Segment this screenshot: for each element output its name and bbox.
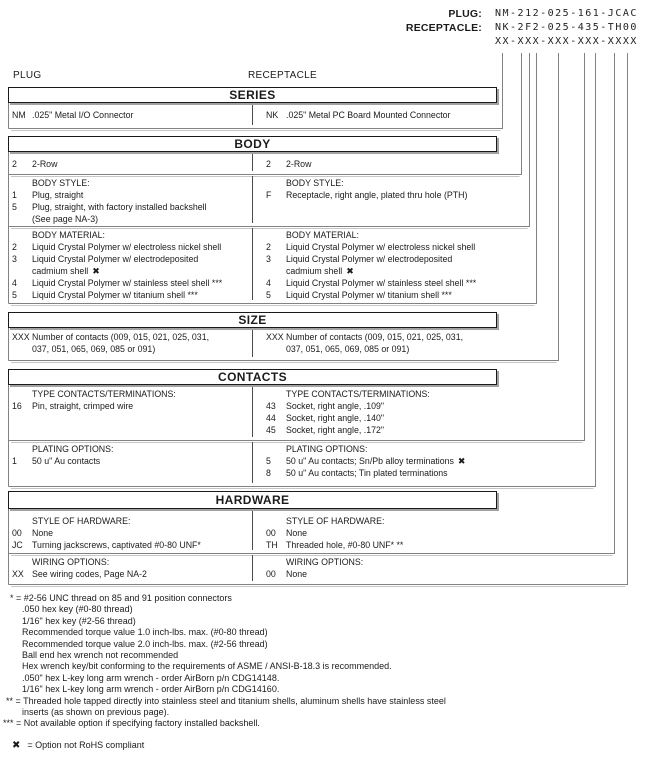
option-text: None xyxy=(286,528,308,538)
option-text: None xyxy=(32,528,54,538)
option-item xyxy=(266,265,497,277)
rohs-note-text: = Option not RoHS compliant xyxy=(27,740,145,750)
option-item xyxy=(266,253,497,265)
x-mark-icon: ✖ xyxy=(457,456,466,466)
receptacle-column xyxy=(252,152,497,174)
option-group-header: WIRING OPTIONS: xyxy=(32,557,110,567)
receptacle-column xyxy=(252,328,497,360)
option-item xyxy=(266,467,497,479)
receptacle-column xyxy=(252,440,497,486)
option-text: Liquid Crystal Polymer w/ titanium shell *** xyxy=(286,290,452,300)
option-item xyxy=(12,213,252,225)
section-header-hardware xyxy=(8,491,497,509)
option-item xyxy=(12,568,252,580)
option-row xyxy=(8,385,497,440)
option-group-header: TYPE CONTACTS/TERMINATIONS: xyxy=(32,389,176,399)
option-item xyxy=(266,289,497,301)
plug-column xyxy=(8,385,252,440)
option-code: 4 xyxy=(266,278,271,288)
option-item xyxy=(266,539,497,551)
footnote-line: inserts (as shown on previous page). xyxy=(22,707,170,718)
option-item xyxy=(266,455,497,467)
plug-column xyxy=(8,226,252,303)
footnote-line: ** = Threaded hole tapped directly into stainless steel and titanium shells, aluminum shells have stainless steel xyxy=(6,695,446,706)
option-item xyxy=(266,343,497,355)
option-item xyxy=(266,277,497,289)
section-title: SIZE xyxy=(238,313,267,327)
option-code xyxy=(266,265,286,277)
footnote-line: * = #2-56 UNC thread on 85 and 91 position connectors xyxy=(10,593,232,603)
x-mark-icon: ✖ xyxy=(12,740,21,751)
footnote-line: 1/16" hex L-key long arm wrench - order AirBorn p/n CDG14160. xyxy=(22,684,280,695)
plug-column xyxy=(8,440,252,486)
option-code: 5 xyxy=(12,202,17,212)
option-code xyxy=(266,343,286,355)
option-text: 2-Row xyxy=(32,159,58,169)
footnote-line: Recommended torque value 2.0 inch-lbs. max. (#2-56 thread) xyxy=(22,638,268,649)
receptacle-column-label: RECEPTACLE xyxy=(248,70,317,81)
option-code: 45 xyxy=(266,425,276,435)
option-text: Receptacle, right angle, plated thru hole (PTH) xyxy=(286,190,468,200)
option-code: 44 xyxy=(266,413,276,423)
column-divider-line xyxy=(252,555,253,581)
option-text: Liquid Crystal Polymer w/ stainless steel shell *** xyxy=(286,278,477,288)
option-text: Number of contacts (009, 015, 021, 025, 031, xyxy=(286,332,464,342)
option-text: .025" Metal I/O Connector xyxy=(32,110,134,120)
option-code: NK xyxy=(266,110,279,120)
option-text: Socket, right angle, .140" xyxy=(286,413,384,423)
option-code: F xyxy=(266,190,272,200)
section-header-series xyxy=(8,87,497,103)
option-code xyxy=(12,213,32,225)
section-header-contacts xyxy=(8,369,497,385)
option-code: XX xyxy=(12,569,24,579)
plug-column xyxy=(8,103,252,128)
column-divider-line xyxy=(252,442,253,483)
option-row xyxy=(8,174,497,226)
section-header-body xyxy=(8,136,497,152)
option-item xyxy=(12,265,252,277)
section-title: BODY xyxy=(234,137,271,151)
receptacle-column xyxy=(252,385,497,440)
option-text: .025" Metal PC Board Mounted Connector xyxy=(286,110,451,120)
option-item xyxy=(266,527,497,539)
option-group-header: WIRING OPTIONS: xyxy=(286,557,364,567)
option-group-header: STYLE OF HARDWARE: xyxy=(32,516,131,526)
option-text: Plug, straight, with factory installed backshell xyxy=(32,202,207,212)
option-item xyxy=(12,539,252,551)
receptacle-label: RECEPTACLE: xyxy=(405,22,482,34)
footnote-line: .050 hex key (#0-80 thread) xyxy=(22,604,133,615)
option-group-header: PLATING OPTIONS: xyxy=(32,444,114,454)
option-group-header: BODY MATERIAL: xyxy=(286,230,359,240)
plug-part-number: NM-212-025-161-JCAC xyxy=(495,8,638,19)
option-text: Socket, right angle, .109" xyxy=(286,401,384,411)
receptacle-column xyxy=(252,553,497,584)
option-item xyxy=(12,109,252,121)
receptacle-column xyxy=(252,103,497,128)
option-code: NM xyxy=(12,110,26,120)
column-divider-line xyxy=(252,330,253,357)
option-group-header: PLATING OPTIONS: xyxy=(286,444,368,454)
option-code: TH xyxy=(266,540,278,550)
option-text: Liquid Crystal Polymer w/ electrodeposited xyxy=(286,254,453,264)
x-mark-icon: ✖ xyxy=(92,266,100,276)
option-text: Liquid Crystal Polymer w/ titanium shell *** xyxy=(32,290,198,300)
option-item xyxy=(266,412,497,424)
option-item xyxy=(12,331,252,343)
option-group-header: BODY STYLE: xyxy=(286,178,344,188)
option-code: 16 xyxy=(12,401,22,411)
option-text: 2-Row xyxy=(286,159,312,169)
option-item xyxy=(12,158,252,170)
part-number-mask: XX-XXX-XXX-XXX-XXXX xyxy=(495,36,638,47)
option-item xyxy=(12,455,252,467)
option-code: 5 xyxy=(266,456,271,466)
option-code: 5 xyxy=(266,290,271,300)
option-item xyxy=(266,331,497,343)
footnote-line: .050" hex L-key long arm wrench - order AirBorn p/n CDG14148. xyxy=(22,672,280,683)
option-code: 1 xyxy=(12,456,17,466)
option-code: XXX xyxy=(266,332,284,342)
column-divider-line xyxy=(252,228,253,300)
option-group-header: BODY MATERIAL: xyxy=(32,230,105,240)
option-code: 2 xyxy=(266,159,271,169)
footnote-line: *** = Not available option if specifying factory installed backshell. xyxy=(3,718,260,729)
option-code: 8 xyxy=(266,468,271,478)
option-item xyxy=(266,424,497,436)
option-text: Number of contacts (009, 015, 021, 025, 031, xyxy=(32,332,210,342)
option-row xyxy=(8,226,497,303)
option-text: See wiring codes, Page NA-2 xyxy=(32,569,147,579)
section-title: SERIES xyxy=(229,88,276,102)
option-text: None xyxy=(286,569,308,579)
option-code xyxy=(12,343,32,355)
option-text: Socket, right angle, .172" xyxy=(286,425,384,435)
column-divider-line xyxy=(252,387,253,437)
column-divider-line xyxy=(252,176,253,223)
plug-column xyxy=(8,328,252,360)
option-item xyxy=(266,109,497,121)
option-item xyxy=(12,343,252,355)
option-code: 3 xyxy=(12,254,17,264)
receptacle-column xyxy=(252,174,497,226)
option-code: 00 xyxy=(266,569,276,579)
footnote-line: 1/16" hex key (#2-56 thread) xyxy=(22,615,136,626)
option-code: 2 xyxy=(12,159,17,169)
option-row xyxy=(8,103,497,128)
option-code: 3 xyxy=(266,254,271,264)
option-code: 4 xyxy=(12,278,17,288)
option-text: (See page NA-3) xyxy=(32,214,99,224)
section-title: HARDWARE xyxy=(215,493,290,507)
column-divider-line xyxy=(252,105,253,125)
option-item xyxy=(12,253,252,265)
option-item xyxy=(266,158,497,170)
option-group-header: STYLE OF HARDWARE: xyxy=(286,516,385,526)
column-divider-line xyxy=(252,154,253,171)
option-item xyxy=(266,241,497,253)
option-item xyxy=(266,189,497,201)
section-header-size xyxy=(8,312,497,328)
footnote-line: Ball end hex wrench not recommended xyxy=(22,650,179,661)
option-row xyxy=(8,509,497,553)
plug-label: PLUG: xyxy=(448,8,482,20)
x-mark-icon: ✖ xyxy=(346,266,354,276)
option-text: Threaded hole, #0-80 UNF* ** xyxy=(286,540,404,550)
plug-column xyxy=(8,553,252,584)
option-row xyxy=(8,152,497,174)
option-item xyxy=(12,241,252,253)
option-code: 00 xyxy=(266,528,276,538)
option-text: 037, 051, 065, 069, 085 or 091) xyxy=(286,344,410,354)
option-item xyxy=(266,568,497,580)
option-row xyxy=(8,440,497,486)
option-text: Liquid Crystal Polymer w/ electroless nickel shell xyxy=(32,242,222,252)
option-code: 2 xyxy=(266,242,271,252)
option-code: XXX xyxy=(12,332,30,342)
column-divider-line xyxy=(252,511,253,550)
option-code xyxy=(12,265,32,277)
option-row xyxy=(8,328,497,360)
option-text: 50 u" Au contacts xyxy=(32,456,101,466)
plug-column xyxy=(8,509,252,553)
option-text: Turning jackscrews, captivated #0-80 UNF* xyxy=(32,540,201,550)
plug-column xyxy=(8,174,252,226)
option-item xyxy=(12,289,252,301)
option-code: 00 xyxy=(12,528,22,538)
option-code: 5 xyxy=(12,290,17,300)
option-item xyxy=(12,189,252,201)
receptacle-column xyxy=(252,509,497,553)
footnote-line: Hex wrench key/bit conforming to the requirements of ASME / ANSI-B-18.3 is recommended. xyxy=(22,661,392,672)
option-code: 1 xyxy=(12,190,17,200)
option-code: 43 xyxy=(266,401,276,411)
option-text: 50 u" Au contacts; Tin plated terminations xyxy=(286,468,448,478)
option-text: cadmium shell xyxy=(286,266,343,276)
option-text: 037, 051, 065, 069, 085 or 091) xyxy=(32,344,156,354)
option-item xyxy=(12,400,252,412)
option-item xyxy=(266,400,497,412)
option-code: 2 xyxy=(12,242,17,252)
option-text: 50 u" Au contacts; Sn/Pb alloy terminations xyxy=(286,456,454,466)
option-text: Plug, straight xyxy=(32,190,84,200)
footnote-line: Recommended torque value 1.0 inch-lbs. max. (#0-80 thread) xyxy=(22,627,268,638)
option-item xyxy=(12,527,252,539)
option-item xyxy=(12,277,252,289)
plug-column-label: PLUG xyxy=(13,70,42,81)
option-group-header: BODY STYLE: xyxy=(32,178,90,188)
option-text: Liquid Crystal Polymer w/ stainless steel shell *** xyxy=(32,278,223,288)
option-text: Pin, straight, crimped wire xyxy=(32,401,134,411)
option-code: JC xyxy=(12,540,23,550)
section-title: CONTACTS xyxy=(218,370,287,384)
option-group-header: TYPE CONTACTS/TERMINATIONS: xyxy=(286,389,430,399)
option-text: Liquid Crystal Polymer w/ electroless nickel shell xyxy=(286,242,476,252)
option-text: Liquid Crystal Polymer w/ electrodeposited xyxy=(32,254,199,264)
receptacle-column xyxy=(252,226,497,303)
plug-column xyxy=(8,152,252,174)
receptacle-part-number: NK-2F2-025-435-TH00 xyxy=(495,22,638,33)
option-item xyxy=(12,201,252,213)
option-row xyxy=(8,553,497,584)
option-text: cadmium shell xyxy=(32,266,89,276)
